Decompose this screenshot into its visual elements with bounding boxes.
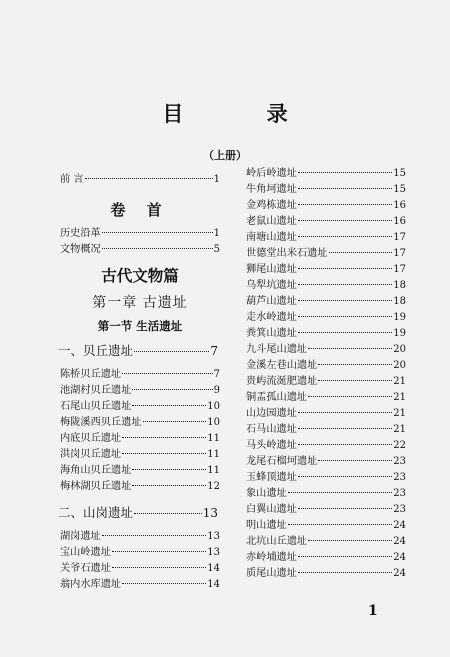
toc-entry-preface: 前 言 1 xyxy=(60,174,220,185)
leader-dots xyxy=(298,236,392,237)
toc-entry: 龙尾石榴坷遗址 23 xyxy=(246,456,406,467)
leader-dots xyxy=(132,469,206,470)
toc-entry: 牛角坷遗址 15 xyxy=(246,184,406,195)
toc-entry: 象山遗址 23 xyxy=(246,488,406,499)
toc-entry: 金溪左巷山遗址 20 xyxy=(246,360,406,371)
leader-dots xyxy=(122,453,206,454)
leader-dots xyxy=(102,232,213,233)
leader-dots xyxy=(298,268,392,269)
toc-entry: 池湖村贝丘遗址 9 xyxy=(60,385,220,396)
leader-dots xyxy=(318,380,392,381)
leader-dots xyxy=(329,252,393,253)
volume-label: （上册） xyxy=(203,149,247,162)
toc-entry: 文物概况 5 xyxy=(60,244,220,255)
toc-group-heading: 一、贝丘遗址 7 xyxy=(58,343,218,358)
leader-dots xyxy=(112,567,206,568)
toc-entry: 老鼠山遗址 16 xyxy=(246,216,406,227)
leader-dots xyxy=(298,188,392,189)
page-number: 1 xyxy=(368,603,378,619)
toc-entry: 九斗尾山遗址 20 xyxy=(246,344,406,355)
leader-dots xyxy=(298,284,392,285)
toc-entry: 马头岭遗址 22 xyxy=(246,440,406,451)
leader-dots xyxy=(308,348,392,349)
leader-dots xyxy=(298,316,392,317)
toc-entry: 乌犁坑遗址 18 xyxy=(246,280,406,291)
leader-dots xyxy=(132,389,212,390)
leader-dots xyxy=(298,556,392,557)
toc-entry: 历史沿革 1 xyxy=(60,228,220,239)
leader-dots xyxy=(134,351,209,352)
leader-dots xyxy=(132,405,206,406)
leader-dots xyxy=(298,204,392,205)
toc-entry: 海角山贝丘遗址 11 xyxy=(60,465,220,476)
leader-dots xyxy=(298,508,392,509)
leader-dots xyxy=(298,332,392,333)
leader-dots xyxy=(298,444,392,445)
toc-entry: 石马山遗址 21 xyxy=(246,424,406,435)
toc-entry: 铜盂孤山遗址 21 xyxy=(246,392,406,403)
toc-entry: 内底贝丘遗址 11 xyxy=(60,433,220,444)
toc-entry: 葫芦山遗址 18 xyxy=(246,296,406,307)
toc-entry: 关爷石遗址 14 xyxy=(60,563,220,574)
toc-entry: 翁内水库遗址 14 xyxy=(60,579,220,590)
leader-dots xyxy=(102,535,207,536)
toc-entry: 湖岗遗址 13 xyxy=(60,531,220,542)
leader-dots xyxy=(298,412,392,413)
toc-entry: 贵屿流涎肥遗址 21 xyxy=(246,376,406,387)
leader-dots xyxy=(288,524,393,525)
toc-entry: 梅陇溪西贝丘遗址 10 xyxy=(60,417,220,428)
leader-dots xyxy=(143,421,207,422)
toc-entry: 明山遗址 24 xyxy=(246,520,406,531)
leader-dots xyxy=(308,540,392,541)
pian-heading: 古代文物篇 xyxy=(101,266,179,285)
leader-dots xyxy=(85,178,213,179)
leader-dots xyxy=(298,476,392,477)
leader-dots xyxy=(288,492,393,493)
leader-dots xyxy=(132,485,206,486)
leader-dots xyxy=(122,373,213,374)
leader-dots xyxy=(122,583,206,584)
toc-entry: 南塘山遗址 17 xyxy=(246,232,406,243)
toc-entry: 金鸡栋遗址 16 xyxy=(246,200,406,211)
juan-heading: 卷 首 xyxy=(110,201,170,219)
leader-dots xyxy=(318,460,392,461)
toc-entry: 白翼山遗址 23 xyxy=(246,504,406,515)
toc-entry: 赤岭埔遗址 24 xyxy=(246,552,406,563)
toc-entry: 山边园遗址 21 xyxy=(246,408,406,419)
section-heading: 第一节 生活遗址 xyxy=(97,319,183,333)
toc-entry: 世德堂出米石遗址 17 xyxy=(246,248,406,259)
toc-entry: 粪箕山遗址 19 xyxy=(246,328,406,339)
leader-dots xyxy=(122,437,206,438)
toc-entry: 玉蜂顶遗址 23 xyxy=(246,472,406,483)
toc-entry: 质尾山遗址 24 xyxy=(246,568,406,579)
toc-entry: 梅林湖贝丘遗址 12 xyxy=(60,481,220,492)
toc-group-heading: 二、山岗遗址 13 xyxy=(58,505,218,520)
toc-entry: 岭后岭遗址 15 xyxy=(246,168,406,179)
leader-dots xyxy=(298,172,392,173)
leader-dots xyxy=(298,572,392,573)
toc-entry: 洪岗贝丘遗址 11 xyxy=(60,449,220,460)
leader-dots xyxy=(298,428,392,429)
page-title: 目 录 xyxy=(162,101,326,126)
toc-entry: 石尾山贝丘遗址 10 xyxy=(60,401,220,412)
toc-entry: 陈桥贝丘遗址 7 xyxy=(60,369,220,380)
toc-entry: 走水岭遗址 19 xyxy=(246,312,406,323)
leader-dots xyxy=(298,300,392,301)
leader-dots xyxy=(134,513,202,514)
toc-entry: 狮尾山遗址 17 xyxy=(246,264,406,275)
leader-dots xyxy=(112,551,206,552)
leader-dots xyxy=(298,220,392,221)
leader-dots xyxy=(318,364,392,365)
toc-entry: 宝山岭遗址 13 xyxy=(60,547,220,558)
leader-dots xyxy=(102,248,213,249)
toc-entry: 北坑山丘遗址 24 xyxy=(246,536,406,547)
leader-dots xyxy=(308,396,392,397)
chapter-heading: 第一章 古遗址 xyxy=(92,295,188,311)
